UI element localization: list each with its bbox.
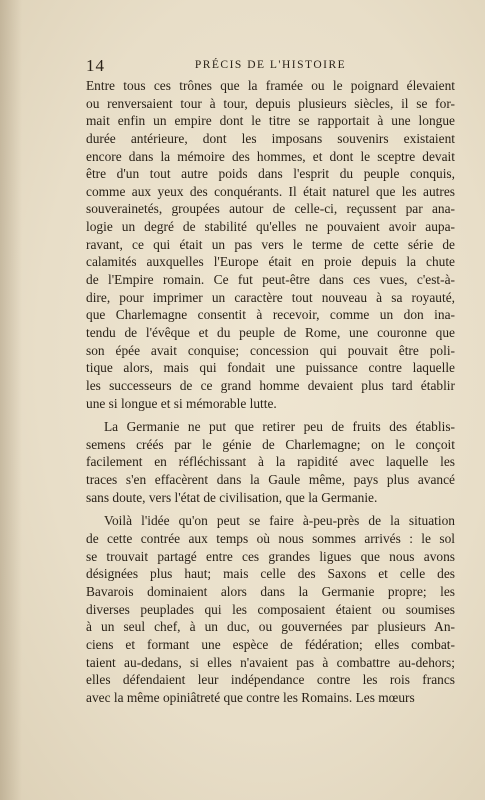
text-line: que Charlemagne consentit à recevoir, comme un don ina-	[86, 307, 455, 323]
text-line: son épée avait conquise; concession qui pouvait être poli-	[86, 342, 455, 358]
page-header	[86, 56, 455, 78]
text-line: calamités auxquelles l'Europe était en proie depuis la chute	[86, 254, 455, 270]
paragraph	[86, 512, 455, 706]
paragraph	[86, 418, 455, 506]
text-line: comme aux yeux des conquérants. Il était naturel que les autres	[86, 183, 455, 199]
text-line: logie un degré de stabilité qu'elles ne pouvaient avoir aupa-	[86, 219, 455, 235]
text-line: dire, pour imprimer un caractère tout nouveau à sa royauté,	[86, 289, 455, 305]
text-line: tique alors, mais qui fondait une puissance contre laquelle	[86, 360, 455, 376]
text-line: Bavarois dominaient alors dans la Germanie propre; les	[86, 583, 455, 599]
binding-shadow	[0, 0, 22, 800]
text-line: à un seul chef, à un duc, ou gouvernées par plusieurs An-	[86, 619, 455, 635]
paragraph	[86, 77, 455, 412]
text-line: souverainetés, groupées autour de celle-ci, reçussent par ana-	[86, 201, 455, 217]
text-line: elles défendaient leur indépendance contre les rois francs	[86, 672, 455, 688]
text-body	[86, 77, 455, 706]
text-line: de cette contrée aux temps où nous sommes arrivés : le sol	[86, 531, 455, 547]
text-line: facilement en réfléchissant à la rapidité avec laquelle les	[86, 454, 455, 470]
text-line: être d'un tout autre poids dans l'esprit du peuple conquis,	[86, 166, 455, 182]
text-line: une si longue et si mémorable lutte.	[86, 395, 277, 411]
text-line: tendu de l'évêque et du peuple de Rome, une couronne que	[86, 324, 455, 340]
text-line: se trouvait partagé entre ces grandes ligues que nous avons	[86, 548, 455, 564]
text-line: désignées plus haut; mais celle des Saxons et celle des	[86, 566, 455, 582]
text-line: La Germanie ne put que retirer peu de fruits des établis-	[104, 419, 455, 435]
text-line: Voilà l'idée qu'on peut se faire à-peu-près de la situation	[104, 513, 455, 529]
text-line: ravant, ce qui était un pas vers le terme de cette série de	[86, 236, 455, 252]
text-line: les successeurs de ce grand homme devaient plus tard établir	[86, 377, 455, 393]
text-line: sans doute, vers l'état de civilisation, que la Germanie.	[86, 489, 378, 505]
text-line: ciens et formant une espèce de fédération; elles combat-	[86, 636, 455, 652]
text-line: ou renversaient tour à tour, depuis plusieurs siècles, il se for-	[86, 95, 455, 111]
text-line: semens créés par le génie de Charlemagne; on le conçoit	[86, 436, 455, 452]
running-head: PRÉCIS DE L'HISTOIRE	[194, 59, 347, 71]
text-line: Entre tous ces trônes que la framée ou le poignard élevaient	[86, 78, 455, 93]
page-number: 14	[86, 56, 105, 75]
text-line: taient au-dedans, si elles n'avaient pas à combattre au-dehors;	[86, 654, 455, 670]
text-line: avec la même opiniâtreté que contre les Romains. Les mœurs	[86, 689, 415, 705]
text-line: durée antérieure, dont les imposans souvenirs existaient	[86, 130, 455, 146]
text-line: traces s'en effacèrent dans la Gaule même, pays plus avancé	[86, 472, 455, 488]
text-line: encore dans la mémoire des hommes, et dont le sceptre devait	[86, 148, 455, 164]
text-line: diverses peuplades qui les composaient étaient ou soumises	[86, 601, 455, 617]
text-line: de l'Empire romain. Ce fut peut-être dans ces vues, c'est-à-	[86, 272, 455, 288]
text-line: mait enfin un empire dont le titre se rapportait à une longue	[86, 113, 455, 129]
